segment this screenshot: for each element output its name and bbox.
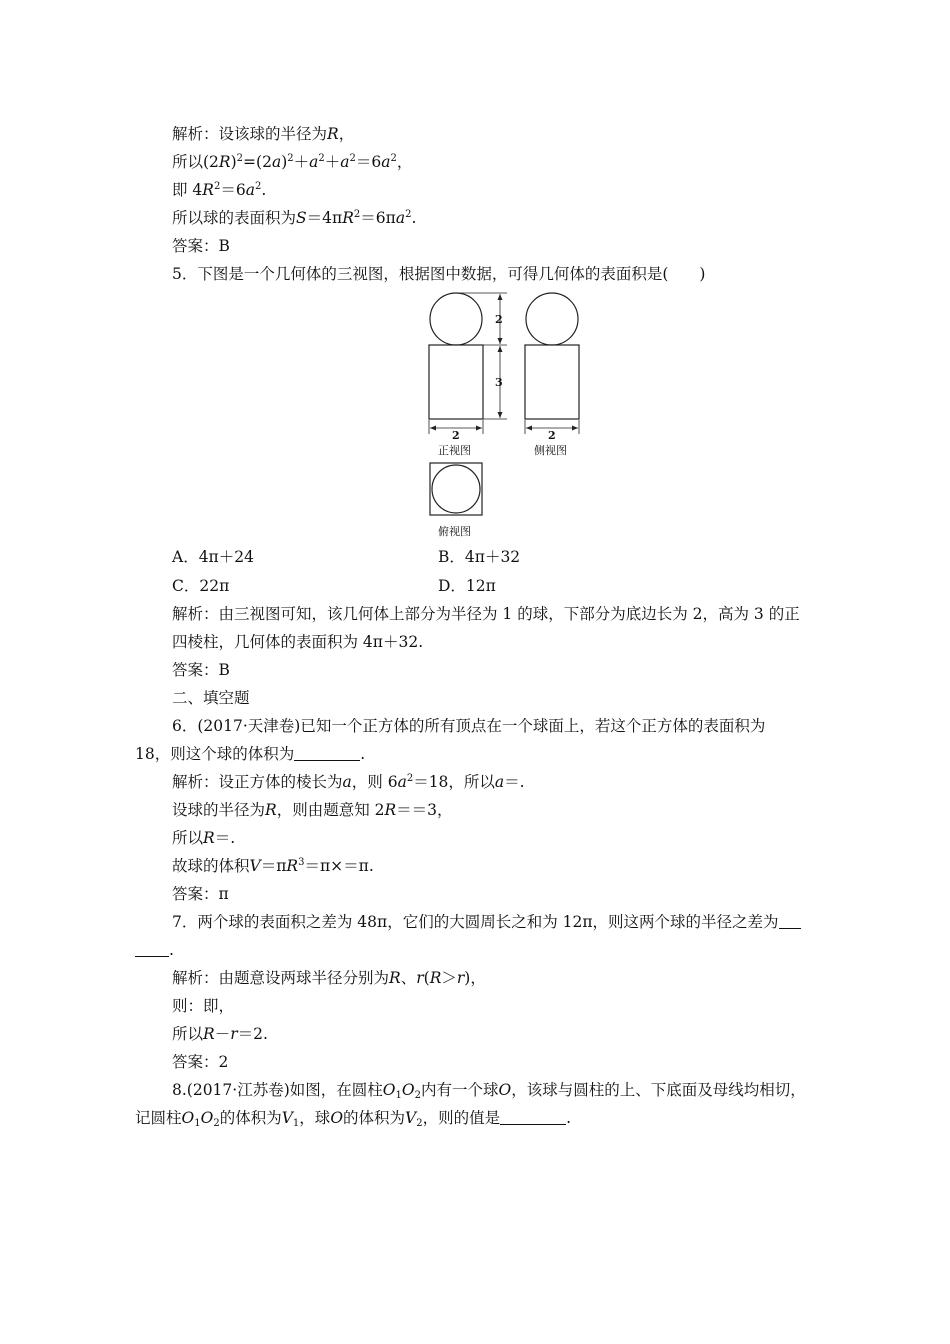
answer-4: 答案：B: [172, 237, 230, 255]
option-b: B．4π＋32: [438, 548, 521, 566]
dim-side-width: 2: [548, 429, 556, 442]
answer-blank-7-start: [779, 914, 801, 929]
solution-6-line-4: 故球的体积$V=\pi R^3=\pi\times=\pi$.: [172, 857, 374, 875]
solution-6-line-3: 所以R＝.: [172, 829, 236, 847]
solution-7-line-2: 则：即，: [172, 997, 235, 1015]
top-view-square: [430, 463, 482, 515]
solution-5-line-1: 解析：由三视图可知，该几何体上部分为半径为 1 的球，下部分为底边长为 2，高为 3 的正: [172, 605, 800, 623]
side-view-prism: [525, 345, 579, 419]
front-view-label: 正视图: [438, 444, 471, 457]
front-view-sphere: [430, 293, 482, 345]
top-view-circle: [432, 465, 480, 513]
top-view-label: 俯视图: [438, 525, 471, 538]
three-view-figure: [415, 288, 615, 538]
question-7-line-1: 7．两个球的表面积之差为 48π，它们的大圆周长之和为 12π，则这两个球的半径之差为: [172, 912, 801, 932]
question-8-line-1: 8.(2017·江苏卷)如图，在圆柱$O_1O_2$内有一个球O，该球与圆柱的上、下底面及母线均相切，: [172, 1081, 806, 1101]
answer-blank-8: [500, 1110, 566, 1125]
solution-7-line-3: 所以R－r＝2.: [172, 1025, 268, 1043]
answer-7: 答案：2: [172, 1053, 229, 1071]
line-surface-area: 所以球的表面积为$S=4\pi R^2=6\pi a^2$.: [172, 209, 417, 227]
solution-7-line-1: 解析：由题意设两球半径分别为R、r(R＞r)，: [172, 969, 486, 987]
section-fill-blank: 二、填空题: [172, 689, 250, 707]
side-view-label: 侧视图: [534, 444, 567, 457]
question-6-line-1: 6．(2017·天津卷)已知一个正方体的所有顶点在一个球面上，若这个正方体的表面积为: [172, 717, 766, 735]
dim-sphere-height: 2: [495, 313, 503, 326]
solution-6-line-1: 解析：设正方体的棱长为a，则 $6a^2=18$，所以a＝.: [172, 773, 525, 791]
question-5: 5．下图是一个几何体的三视图，根据图中数据，可得几何体的表面积是( ): [172, 265, 706, 283]
question-6-line-2: 18，则这个球的体积为 .: [135, 745, 366, 763]
line-equation-1: 所以$(2R)^2=(2a)^2+a^2+a^2=6a^2$，: [172, 153, 413, 171]
question-8-line-2: 记圆柱$O_1O_2$的体积为$V_1$，球O的体积为$V_2$，则的值是 .: [135, 1109, 572, 1129]
line-solution-intro: 解析：设该球的半径为R，: [172, 125, 355, 143]
dim-front-width: 2: [452, 429, 460, 442]
front-view-prism: [429, 345, 483, 419]
answer-blank-7-end: [135, 942, 169, 957]
answer-5: 答案：B: [172, 661, 230, 679]
solution-5-line-2: 四棱柱，几何体的表面积为 4π＋32.: [172, 633, 424, 651]
option-d: D．12π: [438, 577, 496, 595]
answer-6: 答案：π: [172, 885, 229, 903]
line-equation-2: 即 $4R^2=6a^2$.: [172, 181, 267, 199]
option-c: C．22π: [172, 577, 230, 595]
question-7-line-2: .: [135, 940, 174, 960]
option-a: A．4π＋24: [172, 548, 254, 566]
answer-blank-6: [294, 746, 360, 761]
dim-prism-height: 3: [495, 376, 503, 389]
solution-6-line-2: 设球的半径为R，则由题意知 2R＝＝3，: [172, 801, 453, 819]
side-view-sphere: [526, 293, 578, 345]
